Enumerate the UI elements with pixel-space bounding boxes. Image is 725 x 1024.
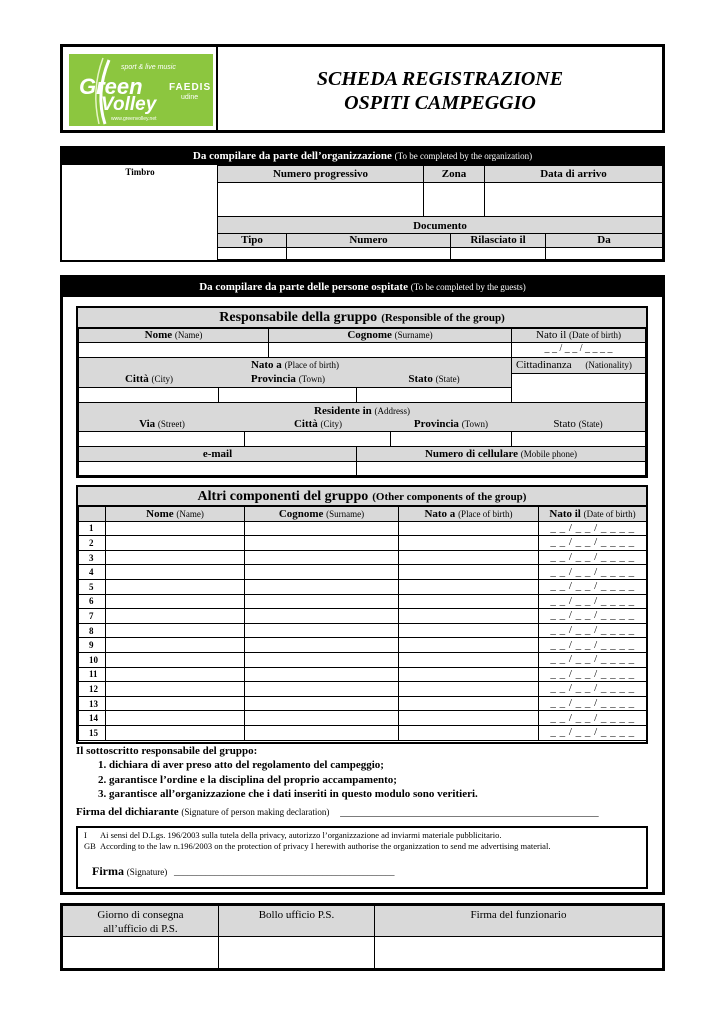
member-row xyxy=(79,696,647,711)
member-row xyxy=(79,579,647,594)
member-row xyxy=(79,623,647,638)
logo-cell xyxy=(63,47,218,130)
member-nato-a-field[interactable] xyxy=(399,667,539,682)
declaration-item: 3. garantisce all’organizzazione che i dati inseriti in questo modulo sono veritieri. xyxy=(98,788,478,800)
firma-dichiarante-line[interactable]: _______________________________________________ xyxy=(340,806,599,818)
da-header: Da xyxy=(545,233,663,248)
member-nato-il-field[interactable]: _ _ / _ _ / _ _ _ _ xyxy=(539,623,647,638)
giorno-header: Giorno di consegna all’ufficio di P.S. xyxy=(62,905,219,937)
member-nato-a-field[interactable] xyxy=(399,609,539,624)
member-nato-il-field[interactable]: _ _ / _ _ / _ _ _ _ xyxy=(539,565,647,580)
declaration-items xyxy=(76,758,648,802)
res-provincia-header: Provincia (Town) xyxy=(413,418,489,430)
firma-dichiarante xyxy=(76,806,648,818)
privacy-firma: Firma (Signature) _________________________________________________ xyxy=(92,864,395,878)
member-nato-a-field[interactable] xyxy=(399,711,539,726)
members-header-row xyxy=(79,507,647,522)
email-field[interactable] xyxy=(78,461,357,476)
firma-funzionario-header: Firma del funzionario xyxy=(374,905,663,937)
member-nome-field[interactable] xyxy=(106,609,245,624)
nato-il-field[interactable]: _ _ / _ _ / _ _ _ _ xyxy=(511,342,646,358)
tipo-field[interactable] xyxy=(217,247,287,260)
res-citta-field[interactable] xyxy=(244,431,391,447)
responsible-title xyxy=(78,308,646,328)
member-row xyxy=(79,565,647,580)
footer-box xyxy=(60,903,665,971)
member-nome-field[interactable] xyxy=(106,652,245,667)
member-nato-a-field[interactable] xyxy=(399,594,539,609)
member-index: 3 xyxy=(79,550,106,565)
members-nome-header: Nome (Name) xyxy=(106,507,245,522)
member-row xyxy=(79,550,647,565)
numero-progressivo-header: Numero progressivo xyxy=(217,165,424,183)
member-index: 6 xyxy=(79,594,106,609)
member-cognome-field[interactable] xyxy=(245,521,399,536)
res-provincia-field[interactable] xyxy=(390,431,512,447)
member-cognome-field[interactable] xyxy=(245,682,399,697)
rilasciato-field[interactable] xyxy=(450,247,546,260)
nome-field[interactable] xyxy=(78,342,269,358)
member-nato-il-field[interactable]: _ _ / _ _ / _ _ _ _ xyxy=(539,667,647,682)
cellulare-header: Numero di cellulare (Mobile phone) xyxy=(356,446,646,462)
res-stato-field[interactable] xyxy=(511,431,646,447)
member-cognome-field[interactable] xyxy=(245,667,399,682)
member-nato-il-field[interactable]: _ _ / _ _ / _ _ _ _ xyxy=(539,638,647,653)
member-cognome-field[interactable] xyxy=(245,594,399,609)
header-box xyxy=(60,44,665,133)
member-nome-field[interactable] xyxy=(106,667,245,682)
members-title-sub: (Other components of the group) xyxy=(372,491,527,503)
bollo-header: Bollo ufficio P.S. xyxy=(218,905,375,937)
nato-a-header: Nato a (Place of birth) xyxy=(250,359,340,371)
members-index-header xyxy=(79,507,106,522)
numero-header: Numero xyxy=(286,233,451,248)
cognome-header: Cognome (Surname) xyxy=(268,328,512,343)
timbro-divider xyxy=(217,165,218,260)
member-index: 15 xyxy=(79,725,106,740)
member-nato-a-field[interactable] xyxy=(399,521,539,536)
member-index: 5 xyxy=(79,579,106,594)
member-nato-il-field[interactable]: _ _ / _ _ / _ _ _ _ xyxy=(539,579,647,594)
zona-field[interactable] xyxy=(423,182,485,217)
member-index: 7 xyxy=(79,609,106,624)
member-nome-field[interactable] xyxy=(106,623,245,638)
cellulare-field[interactable] xyxy=(356,461,646,476)
member-row xyxy=(79,609,647,624)
member-nato-a-field[interactable] xyxy=(399,652,539,667)
member-cognome-field[interactable] xyxy=(245,609,399,624)
member-nato-a-field[interactable] xyxy=(399,550,539,565)
member-row xyxy=(79,536,647,551)
member-nome-field[interactable] xyxy=(106,725,245,740)
member-index: 2 xyxy=(79,536,106,551)
declaration-item: 2. garantisce l’ordine e la disciplina del proprio accampamento; xyxy=(98,773,397,786)
member-row xyxy=(79,521,647,536)
member-cognome-field[interactable] xyxy=(245,550,399,565)
member-index: 11 xyxy=(79,667,106,682)
member-row xyxy=(79,725,647,740)
members-table xyxy=(78,506,647,741)
member-nato-il-field[interactable]: _ _ / _ _ / _ _ _ _ xyxy=(539,696,647,711)
nato-a-group xyxy=(78,357,512,388)
member-nato-il-field[interactable]: _ _ / _ _ / _ _ _ _ xyxy=(539,725,647,740)
responsible-title-main: Responsabile della gruppo xyxy=(219,310,378,325)
nome-header: Nome (Name) xyxy=(78,328,269,343)
member-nato-a-field[interactable] xyxy=(399,623,539,638)
member-cognome-field[interactable] xyxy=(245,711,399,726)
numero-progressivo-field[interactable] xyxy=(217,182,424,217)
members-nato-a-header: Nato a (Place of birth) xyxy=(399,507,539,522)
da-field[interactable] xyxy=(545,247,663,260)
logo-town: FAEDIS xyxy=(169,82,212,93)
giorno-field[interactable] xyxy=(62,936,219,969)
via-field[interactable] xyxy=(78,431,245,447)
member-nome-field[interactable] xyxy=(106,579,245,594)
cognome-field[interactable] xyxy=(268,342,512,358)
page-title xyxy=(218,67,662,115)
residente-header: Residente in (Address) xyxy=(314,405,410,417)
logo-volley-text: Volley xyxy=(101,94,157,115)
member-nato-a-field[interactable] xyxy=(399,725,539,740)
logo-tagline: sport & live music xyxy=(121,64,176,71)
member-nato-il-field[interactable]: _ _ / _ _ / _ _ _ _ xyxy=(539,536,647,551)
member-cognome-field[interactable] xyxy=(245,696,399,711)
member-row xyxy=(79,594,647,609)
email-header: e-mail xyxy=(78,446,357,462)
res-stato-header: Stato (State) xyxy=(553,418,603,430)
privacy-gb: GB According to the law n.196/2003 on the protection of privacy I herewith authorise the organizzation to send me advertising material. xyxy=(84,841,551,851)
via-header: Via (Street) xyxy=(139,418,185,430)
guests-bar-main: Da compilare da parte delle persone ospitate xyxy=(199,281,408,293)
title-line-2: OSPITI CAMPEGGIO xyxy=(344,92,536,114)
member-nato-a-field[interactable] xyxy=(399,536,539,551)
member-nato-il-field[interactable]: _ _ / _ _ / _ _ _ _ xyxy=(539,609,647,624)
bollo-field[interactable] xyxy=(218,936,375,969)
member-nato-il-field[interactable]: _ _ / _ _ / _ _ _ _ xyxy=(539,652,647,667)
member-nome-field[interactable] xyxy=(106,521,245,536)
member-cognome-field[interactable] xyxy=(245,725,399,740)
data-arrivo-field[interactable] xyxy=(484,182,663,217)
member-index: 14 xyxy=(79,711,106,726)
logo-url: www.greenvolley.net xyxy=(111,116,157,122)
member-index: 13 xyxy=(79,696,106,711)
member-cognome-field[interactable] xyxy=(245,638,399,653)
numero-field[interactable] xyxy=(286,247,451,260)
firma-dichiarante-sub: (Signature of person making declaration) xyxy=(181,807,330,817)
member-index: 12 xyxy=(79,682,106,697)
member-index: 9 xyxy=(79,638,106,653)
firma-funzionario-field[interactable] xyxy=(374,936,663,969)
timbro-label: Timbro xyxy=(125,167,155,177)
org-bar-main: Da compilare da parte dell’organizzazione xyxy=(192,150,392,162)
cittadinanza-header: Cittadinanza (Nationality) xyxy=(511,357,646,374)
member-nato-il-field[interactable]: _ _ / _ _ / _ _ _ _ xyxy=(539,521,647,536)
org-section xyxy=(60,146,665,262)
member-nome-field[interactable] xyxy=(106,696,245,711)
stato-field[interactable] xyxy=(356,387,512,403)
member-cognome-field[interactable] xyxy=(245,536,399,551)
stato-header: Stato (State) xyxy=(408,373,460,385)
title-line-1: SCHEDA REGISTRAZIONE xyxy=(316,68,564,90)
member-nato-il-field[interactable]: _ _ / _ _ / _ _ _ _ xyxy=(539,550,647,565)
declaration-heading: Il sottoscritto responsabile del gruppo: xyxy=(76,745,258,757)
declaration xyxy=(76,744,648,802)
firma-dichiarante-label: Firma del dichiarante xyxy=(76,806,179,818)
member-nato-a-field[interactable] xyxy=(399,579,539,594)
member-nome-field[interactable] xyxy=(106,536,245,551)
privacy-it: I Ai sensi del D.Lgs. 196/2003 sulla tutela della privacy, autorizzo l’organizzazione ad inviarmi materiale pubblicitario. xyxy=(84,830,502,840)
member-nome-field[interactable] xyxy=(106,550,245,565)
member-index: 4 xyxy=(79,565,106,580)
member-index: 1 xyxy=(79,521,106,536)
provincia-header: Provincia (Town) xyxy=(250,373,326,385)
member-nato-a-field[interactable] xyxy=(399,565,539,580)
residente-group xyxy=(78,402,646,432)
declaration-item: 1. dichiara di aver preso atto del regolamento del campeggio; xyxy=(98,759,384,771)
tipo-header: Tipo xyxy=(217,233,287,248)
responsible-title-sub: (Responsible of the group) xyxy=(381,312,505,324)
member-index: 10 xyxy=(79,652,106,667)
data-arrivo-header: Data di arrivo xyxy=(484,165,663,183)
member-nome-field[interactable] xyxy=(106,594,245,609)
member-cognome-field[interactable] xyxy=(245,565,399,580)
member-nato-a-field[interactable] xyxy=(399,638,539,653)
member-nato-il-field[interactable]: _ _ / _ _ / _ _ _ _ xyxy=(539,711,647,726)
guests-bar-sub: (To be completed by the guests) xyxy=(410,282,526,292)
citta-header: Città (City) xyxy=(124,373,174,385)
member-nato-il-field[interactable]: _ _ / _ _ / _ _ _ _ xyxy=(539,594,647,609)
members-body xyxy=(79,507,647,741)
members-box xyxy=(76,485,648,744)
member-row xyxy=(79,638,647,653)
nato-il-header: Nato il (Date of birth) xyxy=(511,328,646,343)
member-row xyxy=(79,682,647,697)
member-nato-a-field[interactable] xyxy=(399,682,539,697)
documento-header: Documento xyxy=(217,216,663,234)
green-volley-logo xyxy=(69,54,213,126)
member-row xyxy=(79,711,647,726)
responsible-box xyxy=(76,306,648,478)
member-cognome-field[interactable] xyxy=(245,652,399,667)
provincia-field[interactable] xyxy=(218,387,357,403)
res-citta-header: Città (City) xyxy=(293,418,343,430)
member-row xyxy=(79,652,647,667)
members-cognome-header: Cognome (Surname) xyxy=(245,507,399,522)
cittadinanza-field[interactable] xyxy=(511,373,646,403)
org-bar-sub: (To be completed by the organization) xyxy=(394,151,533,161)
logo-sub: udine xyxy=(181,94,199,101)
member-nato-il-field[interactable]: _ _ / _ _ / _ _ _ _ xyxy=(539,682,647,697)
org-bar xyxy=(62,148,663,165)
member-nome-field[interactable] xyxy=(106,565,245,580)
members-nato-il-header: Nato il (Date of birth) xyxy=(539,507,647,522)
member-nome-field[interactable] xyxy=(106,682,245,697)
privacy-firma-line[interactable]: _________________________________________________ xyxy=(174,867,395,877)
citta-field[interactable] xyxy=(78,387,219,403)
member-cognome-field[interactable] xyxy=(245,579,399,594)
member-nome-field[interactable] xyxy=(106,711,245,726)
member-cognome-field[interactable] xyxy=(245,623,399,638)
member-row xyxy=(79,667,647,682)
member-index: 8 xyxy=(79,623,106,638)
zona-header: Zona xyxy=(423,165,485,183)
member-nato-a-field[interactable] xyxy=(399,696,539,711)
guests-bar xyxy=(63,278,662,297)
rilasciato-header: Rilasciato il xyxy=(450,233,546,248)
privacy-box xyxy=(76,826,648,889)
members-title xyxy=(78,487,646,506)
member-nome-field[interactable] xyxy=(106,638,245,653)
logo-green-text: Green xyxy=(79,74,143,99)
members-title-main: Altri componenti del gruppo xyxy=(197,489,369,504)
